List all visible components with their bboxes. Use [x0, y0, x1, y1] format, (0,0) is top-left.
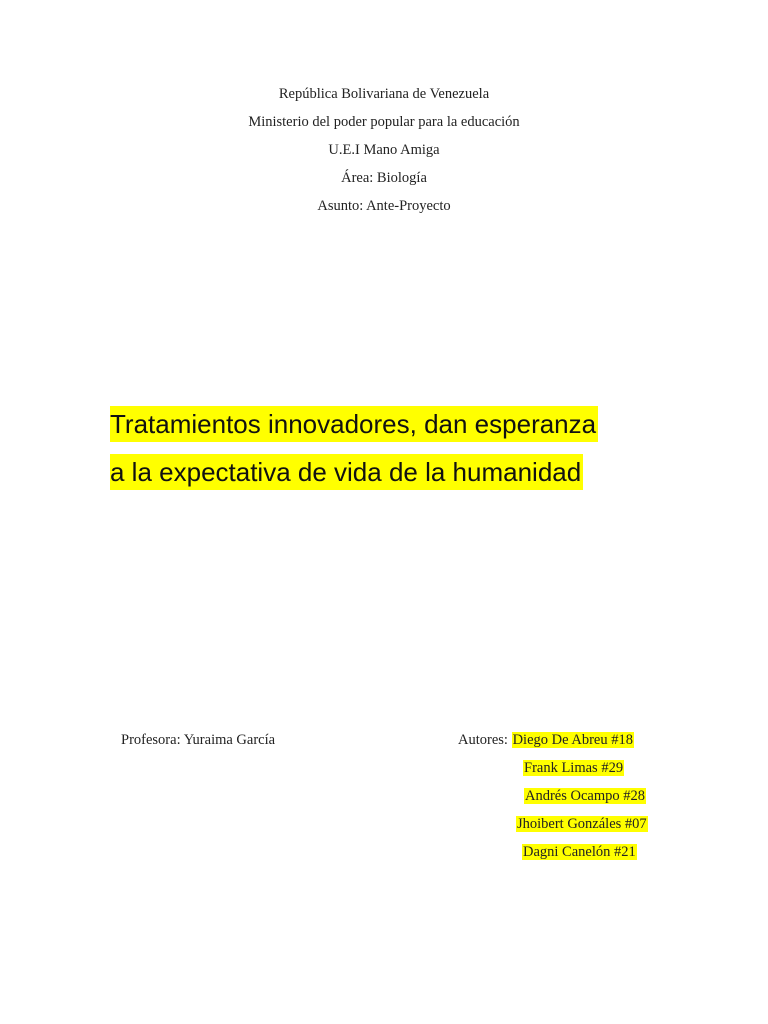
- author-name: Dagni Canelón #21: [523, 844, 636, 860]
- document-header: [0, 84, 768, 224]
- author-name: Andrés Ocampo #28: [525, 788, 646, 804]
- teacher-label: Profesora:: [121, 732, 181, 748]
- document-title: [110, 402, 670, 498]
- title-line-2: a la expectativa de vida de la humanidad: [110, 454, 583, 490]
- title-line-1: Tratamientos innovadores, dan esperanza: [110, 406, 598, 442]
- author-name: Diego De Abreu #18: [512, 732, 633, 748]
- author-row: [524, 786, 646, 806]
- teacher-info: [121, 730, 275, 750]
- author-row: [523, 758, 624, 778]
- header-ministry: Ministerio del poder popular para la educación: [248, 114, 520, 130]
- author-row: [516, 814, 648, 834]
- header-subject: Asunto: Ante-Proyecto: [317, 198, 451, 214]
- header-country: República Bolivariana de Venezuela: [278, 86, 490, 102]
- header-area: Área: Biología: [341, 170, 427, 186]
- authors-first-row: [458, 730, 634, 750]
- teacher-name: Yuraima García: [183, 732, 276, 748]
- header-school: U.E.I Mano Amiga: [328, 142, 440, 158]
- authors-label: Autores:: [458, 732, 508, 748]
- author-name: Jhoibert Gonzáles #07: [517, 816, 647, 832]
- author-name: Frank Limas #29: [524, 760, 624, 776]
- author-row: [522, 842, 637, 862]
